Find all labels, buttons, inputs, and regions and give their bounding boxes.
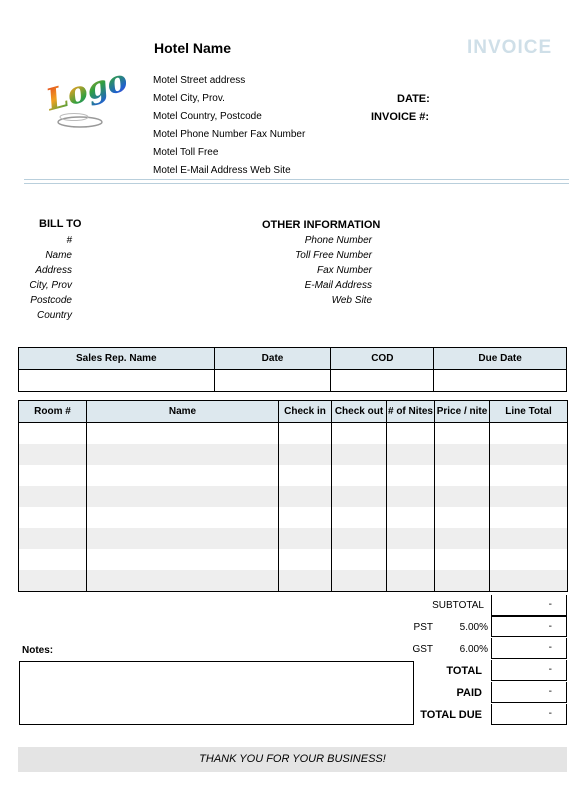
table-row <box>19 423 568 445</box>
gst-label: GST <box>412 644 433 655</box>
subtotal-label: SUBTOTAL <box>432 600 484 611</box>
bill-to-heading: BILL TO <box>39 218 82 230</box>
address-line-5: Motel Toll Free <box>153 147 219 158</box>
items-table <box>18 400 568 592</box>
table-row <box>19 465 568 486</box>
logo <box>42 60 132 136</box>
header-divider-2 <box>24 183 569 184</box>
paid-label: PAID <box>456 687 482 699</box>
address-line-4: Motel Phone Number Fax Number <box>153 129 306 140</box>
subtotal-value: - <box>491 595 567 616</box>
other-info-field: Web Site <box>331 295 372 306</box>
cod-cell[interactable] <box>331 370 434 392</box>
date-header: Date <box>214 348 331 370</box>
line-total-header: Line Total <box>490 401 568 423</box>
table-row <box>19 507 568 528</box>
thank-you-message: THANK YOU FOR YOUR BUSINESS! <box>18 747 567 772</box>
bill-to-field: # <box>66 235 72 246</box>
pst-value: - <box>491 616 567 637</box>
nights-header: # of Nites <box>387 401 435 423</box>
bill-to-fields <box>10 233 72 323</box>
table-row <box>19 549 568 570</box>
cod-header: COD <box>331 348 434 370</box>
room-number-header: Room # <box>19 401 87 423</box>
notes-label: Notes: <box>22 645 54 656</box>
address-line-2: Motel City, Prov. <box>153 93 225 104</box>
due-date-header: Due Date <box>434 348 567 370</box>
table-row <box>19 570 568 592</box>
address-line-6: Motel E-Mail Address Web Site <box>153 165 291 176</box>
sales-table <box>18 347 567 392</box>
invoice-title: INVOICE <box>467 37 553 58</box>
other-info-fields <box>262 233 372 308</box>
price-per-night-header: Price / nite <box>435 401 490 423</box>
bill-to-field: Country <box>36 310 72 321</box>
notes-box[interactable] <box>19 661 414 725</box>
bill-to-field: Address <box>35 265 72 276</box>
invoice-number-label: INVOICE #: <box>371 111 430 123</box>
due-date-cell[interactable] <box>434 370 567 392</box>
bill-to-field: Postcode <box>30 295 72 306</box>
address-line-3: Motel Country, Postcode <box>153 111 262 122</box>
table-row <box>19 528 568 549</box>
other-info-field: E-Mail Address <box>304 280 372 291</box>
other-info-heading: OTHER INFORMATION <box>262 219 381 231</box>
paid-value: - <box>491 682 567 703</box>
address-line-1: Motel Street address <box>153 75 246 86</box>
total-value: - <box>491 660 567 681</box>
sales-rep-header: Sales Rep. Name <box>19 348 215 370</box>
hotel-name: Hotel Name <box>154 40 232 56</box>
pst-label: PST <box>413 622 433 633</box>
sales-rep-cell[interactable] <box>19 370 215 392</box>
total-due-label: TOTAL DUE <box>420 709 482 721</box>
total-label: TOTAL <box>446 665 482 677</box>
other-info-field: Phone Number <box>304 235 372 246</box>
other-info-field: Toll Free Number <box>295 250 372 261</box>
name-header: Name <box>87 401 279 423</box>
bill-to-field: City, Prov <box>29 280 72 291</box>
date-label: DATE: <box>397 93 430 105</box>
table-row <box>19 486 568 507</box>
check-out-header: Check out <box>332 401 387 423</box>
date-cell[interactable] <box>214 370 331 392</box>
gst-value: - <box>491 638 567 659</box>
check-in-header: Check in <box>279 401 332 423</box>
total-due-value: - <box>491 704 567 725</box>
header-divider <box>24 179 569 180</box>
other-info-field: Fax Number <box>316 265 372 276</box>
table-row <box>19 444 568 465</box>
gst-rate: 6.00% <box>459 644 488 655</box>
pst-rate: 5.00% <box>459 622 488 633</box>
bill-to-field: Name <box>45 250 72 261</box>
logo-text: Logo <box>42 63 132 119</box>
